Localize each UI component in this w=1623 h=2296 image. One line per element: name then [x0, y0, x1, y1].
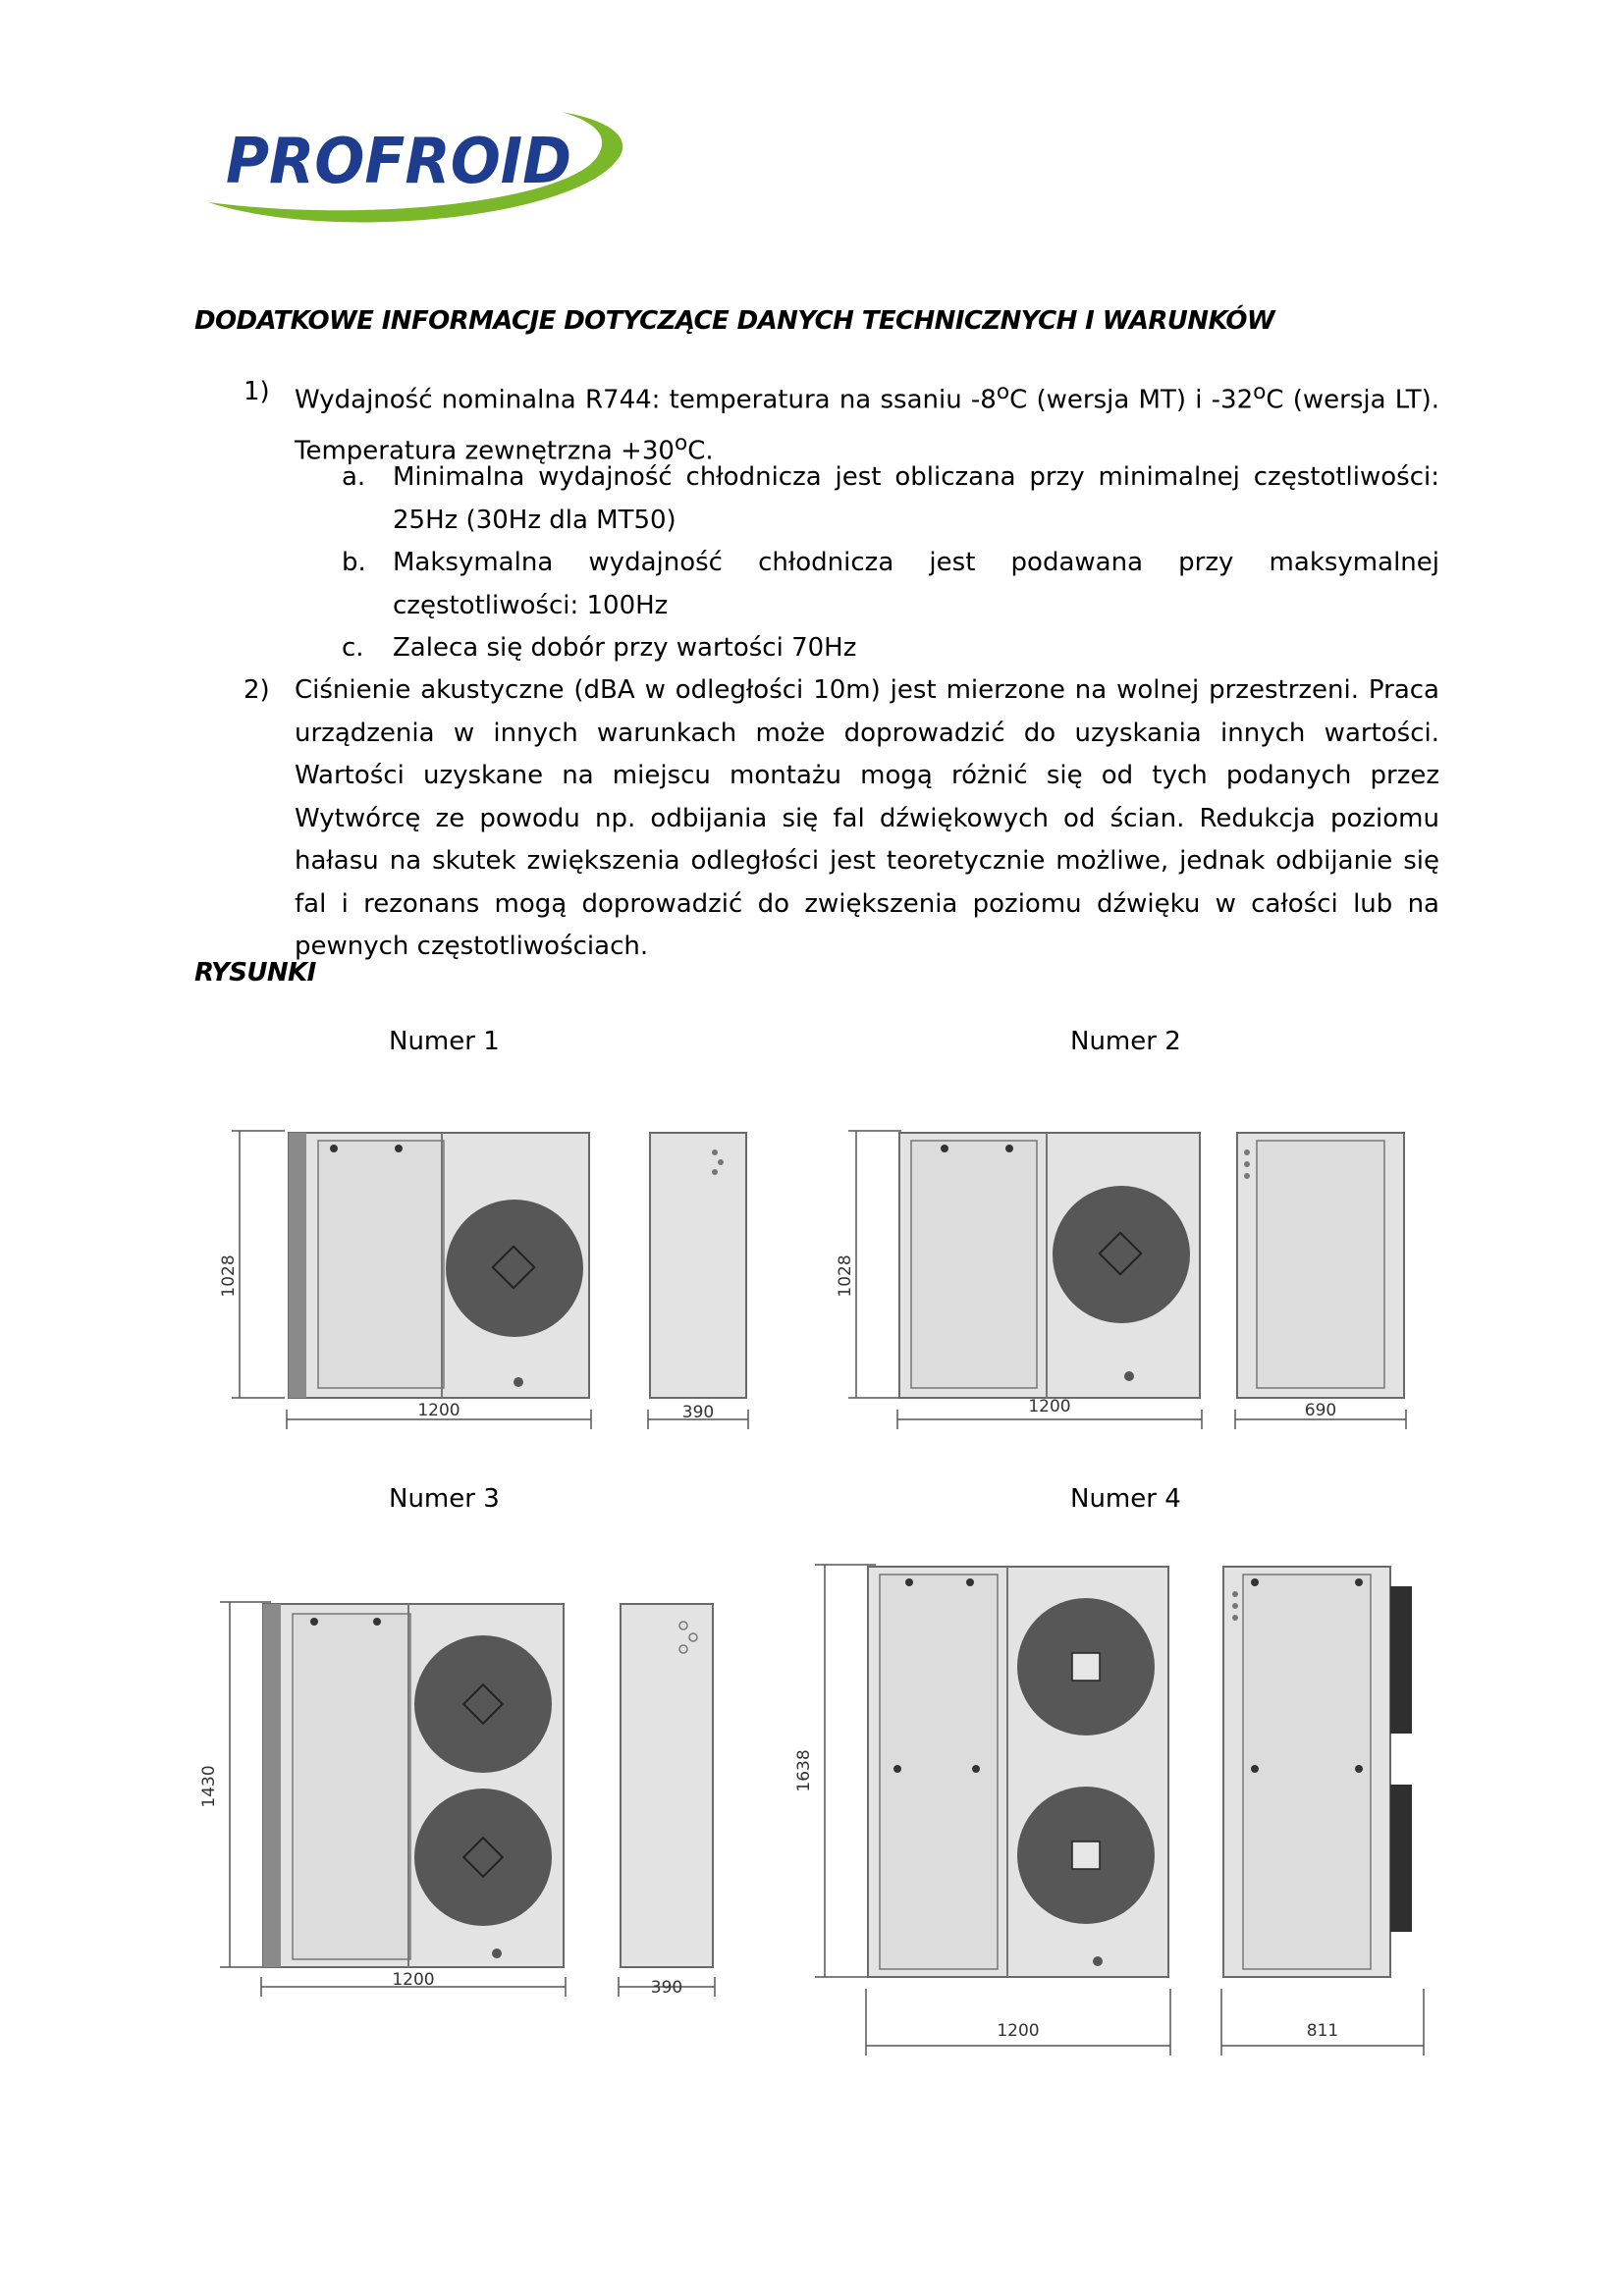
- figure-4-drawing: [795, 1551, 1443, 2061]
- dimension-height: 1028: [219, 1255, 239, 1298]
- logo-wordmark: PROFROID: [226, 126, 571, 198]
- subitem-b: [342, 542, 1439, 627]
- dimension-depth: 390: [681, 1403, 715, 1422]
- figure-2-drawing: [836, 1119, 1422, 1443]
- subitem-a: [342, 456, 1439, 542]
- profroid-logo: [196, 98, 638, 236]
- figure-label-2: Numer 2: [1070, 1027, 1181, 1056]
- figure-label-3: Numer 3: [389, 1484, 500, 1514]
- dimension-width: 1200: [997, 2021, 1040, 2041]
- subitem-c: [342, 627, 1439, 670]
- dimension-depth: 811: [1306, 2021, 1339, 2041]
- note-2: [243, 669, 1439, 969]
- figure-label-4: Numer 4: [1070, 1484, 1181, 1514]
- dimension-depth: 690: [1304, 1401, 1337, 1420]
- drawings-heading: RYSUNKI: [194, 958, 316, 988]
- subitem-text: Maksymalna wydajność chłodnicza jest podawana przy maksymalnej częstotliwości: 100Hz: [393, 548, 1439, 620]
- dimension-height: 1638: [794, 1749, 814, 1792]
- note-text: Wydajność nominalna R744: temperatura na ssaniu -8$^o$C (wersja MT) i -32$^o$C (wersja LT). Temperatura zewnętrzna $+30^oC$.: [295, 380, 1439, 466]
- figure-3-drawing: [192, 1590, 742, 1998]
- dimension-width: 1200: [417, 1401, 460, 1420]
- figure-label-1: Numer 1: [389, 1027, 500, 1056]
- subitem-letter: b.: [342, 548, 366, 577]
- note-number: 1): [243, 377, 270, 406]
- subitem-text: Minimalna wydajność chłodnicza jest obliczana przy minimalnej częstotliwości: 25Hz (30Hz dla MT50): [393, 462, 1439, 535]
- dimension-depth: 390: [650, 1978, 683, 1998]
- dimension-width: 1200: [1028, 1397, 1071, 1416]
- section-heading: DODATKOWE INFORMACJE DOTYCZĄCE DANYCH TECHNICZNYCH I WARUNKÓW: [194, 306, 1274, 336]
- subitem-letter: c.: [342, 633, 364, 663]
- dimension-height: 1028: [836, 1255, 855, 1298]
- subitem-text: Zaleca się dobór przy wartości 70Hz: [393, 633, 857, 663]
- dimension-height: 1430: [199, 1765, 219, 1808]
- figure-1-drawing: [219, 1119, 776, 1443]
- note-text: Ciśnienie akustyczne (dBA w odległości 10m) jest mierzone na wolnej przestrzeni. Praca urządzenia w innych warunkach może doprowadzić do uzyskania innych wartości. Wartości uzyskane na miejscu montażu mogą różnić się od tych podanych przez Wytwórcę ze powodu np. odbijania się fal dźwiękowych od ścian. Redukcja poziomu hałasu na skutek zwiększenia odległości jest teoretycznie możliwe, jednak odbijanie się fal i rezonans mogą doprowadzić do zwiększenia poziomu dźwięku w całości lub na pewnych częstotliwościach.: [295, 675, 1439, 961]
- dimension-width: 1200: [392, 1970, 435, 1990]
- note-number: 2): [243, 675, 270, 705]
- subitem-letter: a.: [342, 462, 366, 492]
